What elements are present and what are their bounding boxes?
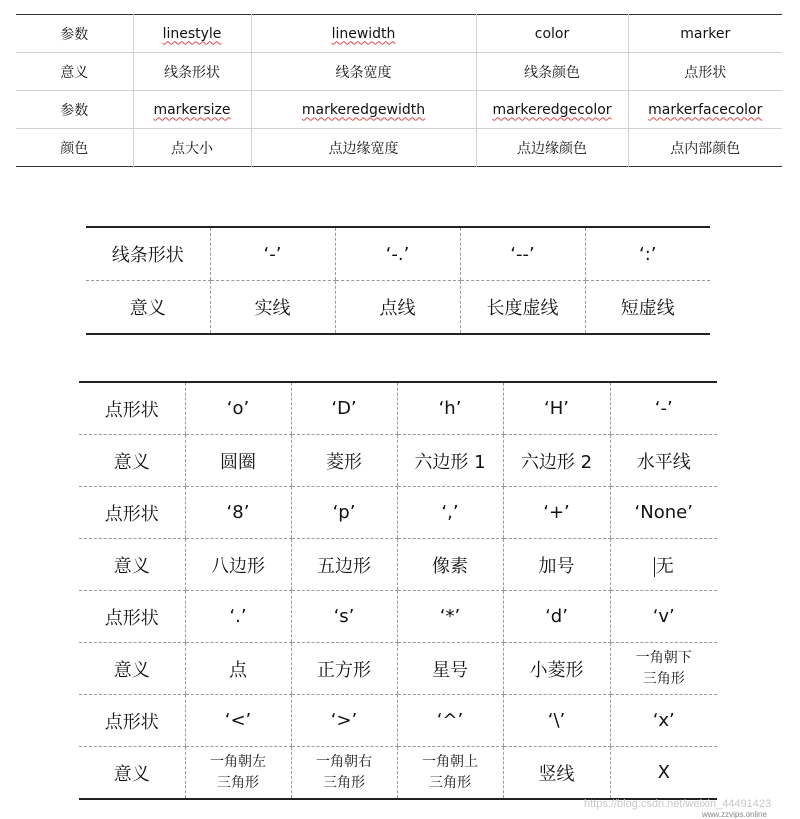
cell-line: 三角形: [429, 774, 471, 791]
table-row: [79, 539, 717, 591]
table-cell: ‘8’: [185, 487, 291, 539]
table-cell: 长度虚线: [460, 281, 585, 335]
table-cell: [251, 15, 476, 53]
param-name: linewidth: [331, 25, 396, 42]
table-cell: 五边形: [291, 539, 397, 591]
site-watermark: www.zzvips.online: [702, 810, 767, 819]
table-cell: 意义: [79, 435, 185, 487]
table-cell: ‘H’: [503, 382, 610, 435]
table-cell: 六边形 1: [397, 435, 503, 487]
table-cell: 点线: [335, 281, 460, 335]
table-cell: ‘-’: [610, 382, 717, 435]
table-cell: ‘:’: [585, 227, 710, 281]
cell-line: 一角朝右: [316, 753, 372, 770]
table-cell: ‘*’: [397, 591, 503, 643]
table-cell: 小菱形: [503, 643, 610, 695]
table-cell: [185, 747, 291, 800]
table-cell: 意义: [129, 298, 166, 319]
table-cell: 意义: [79, 643, 185, 695]
table-cell: ‘.’: [185, 591, 291, 643]
table-cell: ‘x’: [610, 695, 717, 747]
table-cell: [251, 91, 476, 129]
table-cell: 实线: [210, 281, 335, 335]
table-row: [16, 15, 782, 53]
table-cell: ‘^’: [397, 695, 503, 747]
table-cell: ‘>’: [291, 695, 397, 747]
table-cell: 参数: [16, 15, 133, 53]
table-row: [79, 643, 717, 695]
table-row: [86, 227, 710, 281]
table-cell: ‘d’: [503, 591, 610, 643]
table-cell: 意义: [79, 539, 185, 591]
table-cell: 点内部颜色: [628, 129, 782, 167]
table-row: [16, 53, 782, 91]
table-cell: ‘v’: [610, 591, 717, 643]
table-cell: ‘-’: [210, 227, 335, 281]
cell-line: 一角朝左: [210, 753, 266, 770]
table-cell: [397, 747, 503, 800]
table-row: [79, 695, 717, 747]
table-row: [79, 435, 717, 487]
table-cell: 点形状: [79, 591, 185, 643]
cell-line: 一角朝下: [635, 649, 692, 666]
table-cell: 意义: [113, 763, 150, 785]
table-cell: 点形状: [79, 695, 185, 747]
table-cell: [628, 91, 782, 129]
table-cell: ‘s’: [291, 591, 397, 643]
cell-text: 无: [655, 555, 674, 577]
table-cell: [291, 747, 397, 800]
param-name: markeredgecolor: [492, 101, 612, 118]
table-cell: 加号: [503, 539, 610, 591]
table-cell: [133, 91, 251, 129]
table-cell: [133, 15, 251, 53]
table-cell: ‘-.’: [335, 227, 460, 281]
table-cell: 水平线: [610, 435, 717, 487]
table-cell: ‘\’: [503, 695, 610, 747]
table-row: [79, 487, 717, 539]
parameter-table: [16, 14, 782, 167]
table-cell: ‘None’: [610, 487, 717, 539]
table-cell: 意义: [16, 53, 133, 91]
table-cell: ‘--’: [460, 227, 585, 281]
param-name: linestyle: [162, 25, 222, 42]
table-cell: X: [610, 747, 717, 800]
table-cell: ‘p’: [291, 487, 397, 539]
table-cell: ‘,’: [397, 487, 503, 539]
text-cursor: [654, 557, 655, 577]
table-row: [86, 281, 710, 335]
linestyle-table: [86, 226, 710, 335]
table-cell: 星号: [397, 643, 503, 695]
table-row: [79, 591, 717, 643]
marker-table: [79, 381, 717, 800]
cell-line: 一角朝上: [422, 753, 478, 770]
table-cell: 线条形状: [86, 227, 210, 281]
table-cell: 点边缘颜色: [476, 129, 628, 167]
table-cell[interactable]: [610, 539, 717, 591]
table-row: [16, 129, 782, 167]
table-cell: ‘D’: [291, 382, 397, 435]
table-cell: 六边形 2: [503, 435, 610, 487]
cell-line: 三角形: [323, 774, 365, 791]
cell-line: 三角形: [642, 670, 685, 687]
table-cell: 点边缘宽度: [251, 129, 476, 167]
table-cell: 线条颜色: [476, 53, 628, 91]
table-cell: 正方形: [291, 643, 397, 695]
table-row: [16, 91, 782, 129]
table-cell: 像素: [397, 539, 503, 591]
table-cell: ‘+’: [503, 487, 610, 539]
table-cell: color: [476, 15, 628, 53]
table-cell: ‘<’: [185, 695, 291, 747]
table-cell: marker: [628, 15, 782, 53]
table-cell: 短虚线: [585, 281, 710, 335]
table-cell: 八边形: [185, 539, 291, 591]
table-cell: 点大小: [133, 129, 251, 167]
table-cell: 圆圈: [185, 435, 291, 487]
table-cell: 点形状: [79, 487, 185, 539]
table-cell: [476, 91, 628, 129]
table-cell: [610, 643, 717, 695]
param-name: markerfacecolor: [648, 101, 763, 118]
table-cell: 点形状: [628, 53, 782, 91]
table-cell: 菱形: [291, 435, 397, 487]
table-cell: 颜色: [60, 140, 89, 157]
table-cell: 点形状: [79, 382, 185, 435]
table-cell: ‘o’: [185, 382, 291, 435]
table-cell: 线条形状: [133, 53, 251, 91]
table-cell: 线条宽度: [251, 53, 476, 91]
param-name: markersize: [153, 101, 231, 118]
csdn-watermark: https://blog.csdn.net/weixin_44491423: [584, 798, 772, 810]
table-cell: ‘h’: [397, 382, 503, 435]
table-row: [79, 747, 717, 800]
cell-line: 三角形: [217, 774, 259, 791]
table-cell: 点: [185, 643, 291, 695]
table-cell: 竖线: [503, 747, 610, 800]
table-cell: 参数: [16, 91, 133, 129]
param-name: markeredgewidth: [301, 101, 426, 118]
table-row: [79, 382, 717, 435]
